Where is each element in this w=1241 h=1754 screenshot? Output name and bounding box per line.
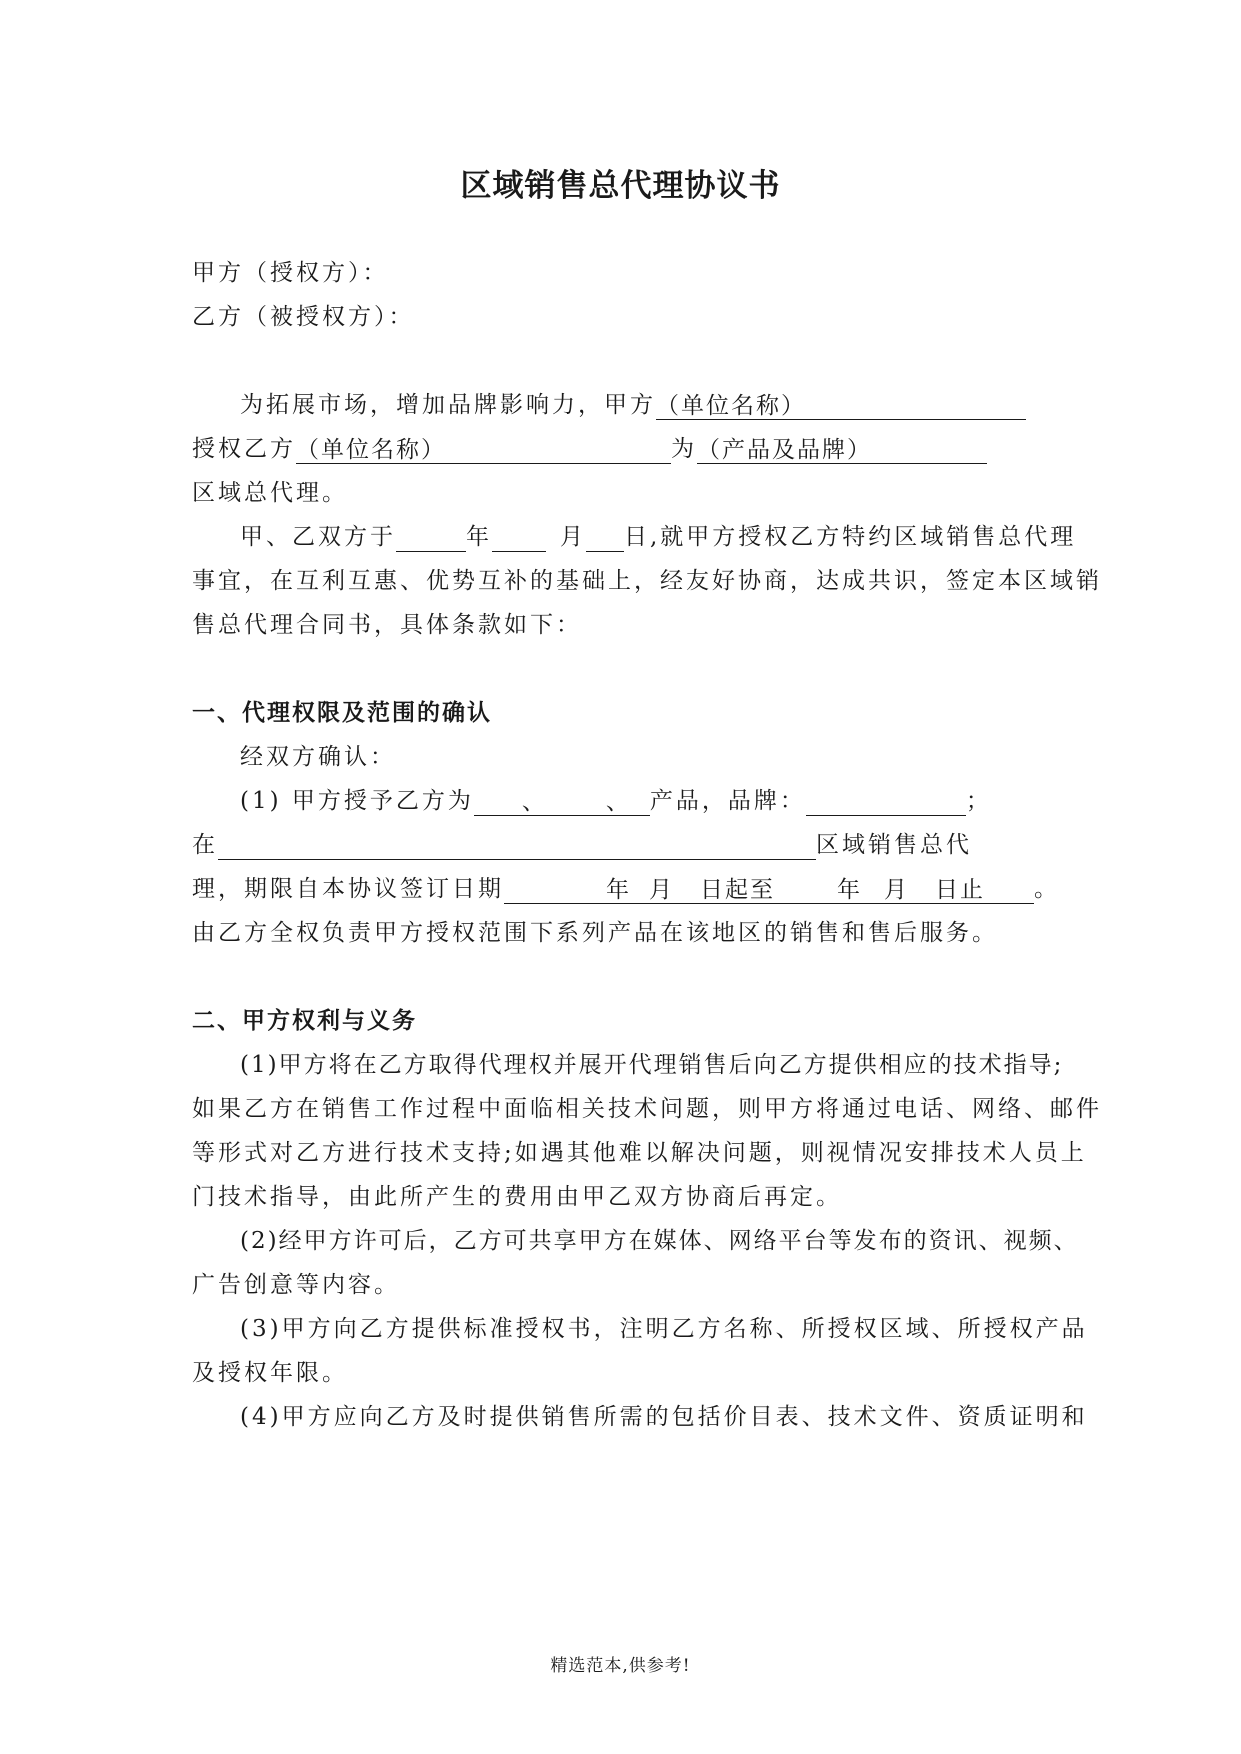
date-text: 日,就甲方授权乙方特约区域销售总代理	[624, 524, 1077, 550]
year-blank[interactable]	[396, 525, 466, 552]
period-line	[192, 874, 1060, 904]
day-blank[interactable]	[586, 525, 624, 552]
date-text: 甲、乙双方于	[240, 524, 396, 550]
product-blank-1[interactable]	[474, 789, 522, 816]
region-line	[192, 830, 972, 860]
period-text: 年	[606, 877, 631, 903]
section-2-para-1-line-4: 门技术指导，由此所产生的费用由甲乙双方协商后再定。	[192, 1184, 842, 1210]
date-line-2: 事宜，在互利互惠、优势互补的基础上，经友好协商，达成共识，签定本区域销	[192, 568, 1102, 594]
period-text: 月	[884, 877, 909, 903]
month-gap-blank[interactable]	[492, 525, 546, 552]
section-2-para-3-line-2: 及授权年限。	[192, 1360, 348, 1386]
item-text: 产品，品牌：	[649, 788, 806, 814]
section-2-para-4-line-1: (4)甲方应向乙方及时提供销售所需的包括价目表、技术文件、资质证明和	[240, 1404, 1088, 1430]
document-title: 区域销售总代理协议书	[460, 168, 781, 204]
separator: 、	[521, 789, 547, 815]
section-2-para-2-line-2: 广告创意等内容。	[192, 1272, 400, 1298]
period-text: 。	[1034, 876, 1060, 902]
section-2-heading: 二、甲方权利与义务	[192, 1008, 417, 1034]
brand-blank[interactable]	[806, 789, 966, 816]
product-blank-3[interactable]	[630, 789, 650, 816]
section-2-para-3-line-1: (3)甲方向乙方提供标准授权书，注明乙方名称、所授权区域、所授权产品	[240, 1316, 1088, 1342]
intro-line-1	[240, 390, 1026, 420]
period-text: 年	[837, 877, 862, 903]
section-2-para-1-line-2: 如果乙方在销售工作过程中面临相关技术问题，则甲方将通过电话、网络、邮件	[192, 1096, 1102, 1122]
section-2-para-2-line-1: (2)经甲方许可后，乙方可共享甲方在媒体、网络平台等发布的资讯、视频、	[240, 1228, 1079, 1254]
party-a-line: 甲方（授权方）：	[192, 260, 389, 286]
section-1-confirm: 经双方确认：	[240, 744, 396, 770]
separator: 、	[605, 789, 631, 815]
section-1-last: 由乙方全权负责甲方授权范围下系列产品在该地区的销售和售后服务。	[192, 920, 998, 946]
period-text: 日起至	[700, 877, 775, 903]
period-text: 月	[649, 877, 674, 903]
intro-text: 为	[671, 436, 697, 462]
date-text: 月	[560, 524, 586, 550]
item-text: (1) 甲方授予乙方为	[240, 788, 474, 814]
section-1-heading: 一、代理权限及范围的确认	[192, 700, 492, 726]
date-line-3: 售总代理合同书，具体条款如下：	[192, 612, 582, 638]
section-1-item-1	[240, 786, 992, 816]
period-blank[interactable]	[504, 877, 1034, 904]
product-blank-2[interactable]	[544, 789, 606, 816]
period-text: 日止	[935, 877, 985, 903]
date-line-1	[240, 522, 1076, 552]
page-footer: 精选范本,供参考!	[550, 1656, 691, 1676]
section-2-para-1-line-1: (1)甲方将在乙方取得代理权并展开代理销售后向乙方提供相应的技术指导;	[240, 1052, 1064, 1078]
party-b-name-blank[interactable]: （单位名称）	[296, 437, 671, 464]
intro-line-3: 区域总代理。	[192, 480, 348, 506]
region-text: 区域销售总代	[816, 832, 972, 858]
intro-text: 为拓展市场，增加品牌影响力，甲方	[240, 392, 656, 418]
date-text: 年	[466, 524, 492, 550]
item-text: ；	[965, 788, 992, 814]
section-2-para-1-line-3: 等形式对乙方进行技术支持;如遇其他难以解决问题，则视情况安排技术人员上	[192, 1140, 1087, 1166]
period-text: 理，期限自本协议签订日期	[192, 876, 504, 902]
intro-text: 授权乙方	[192, 436, 296, 462]
product-brand-blank[interactable]: （产品及品牌）	[697, 437, 987, 464]
intro-line-2	[192, 434, 987, 464]
party-a-name-blank[interactable]: （单位名称）	[656, 393, 1026, 420]
region-blank[interactable]	[218, 833, 816, 860]
party-b-line: 乙方（被授权方）：	[192, 304, 415, 330]
region-text: 在	[192, 832, 218, 858]
